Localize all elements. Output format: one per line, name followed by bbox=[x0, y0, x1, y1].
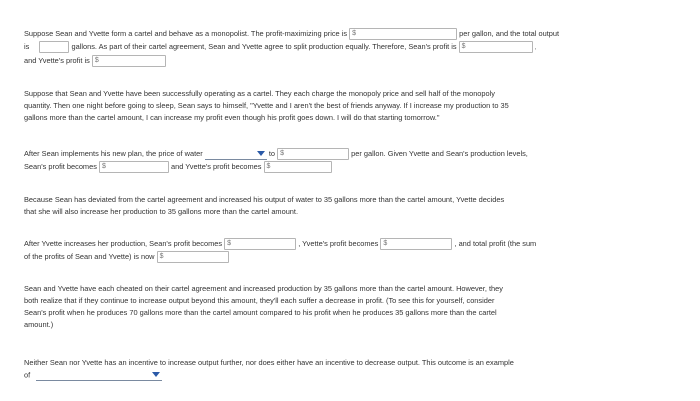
total-output-input[interactable] bbox=[39, 41, 69, 53]
para4-line4: amount.) bbox=[24, 320, 54, 329]
currency-symbol: $ bbox=[159, 253, 164, 260]
currency-symbol: $ bbox=[94, 57, 99, 64]
yvette-new-profit-input[interactable] bbox=[264, 161, 332, 173]
q1-line2 bbox=[24, 41, 536, 53]
q1-text-sean-profit: gallons. As part of their cartel agreement, Sean and Yvette agree to split production equally. Therefore, Sean's profit is bbox=[71, 41, 457, 51]
q3-line1 bbox=[24, 238, 536, 250]
q2-line2 bbox=[24, 161, 332, 173]
sean-new-profit-input[interactable] bbox=[99, 161, 169, 173]
para4-line1: Sean and Yvette have each cheated on their cartel agreement and increased production by 35 gallons more than the cartel amount. However, they bbox=[24, 284, 503, 293]
yvette-both-cheat-profit-input[interactable] bbox=[380, 238, 452, 250]
para4-line2: both realize that if they continue to increase output beyond this amount, they'll each suffer a decrease in profit. (To see this for yourself, consider bbox=[24, 296, 495, 305]
q1-text-yvette-profit: and Yvette's profit is bbox=[24, 55, 90, 65]
q4-text-of: of bbox=[24, 370, 31, 380]
currency-symbol: $ bbox=[280, 150, 284, 157]
q2-text-given: per gallon. Given Yvette and Sean's production levels, bbox=[351, 148, 528, 158]
chevron-down-icon bbox=[257, 151, 265, 156]
q2-text-price: After Sean implements his new plan, the price of water bbox=[24, 148, 203, 158]
q3-line2 bbox=[24, 251, 229, 263]
yvette-cartel-profit-input[interactable] bbox=[92, 55, 166, 67]
q3-text-total-now: of the profits of Sean and Yvette) is now bbox=[24, 251, 155, 261]
currency-symbol: $ bbox=[227, 240, 232, 247]
q3-text-sean-profit: After Yvette increases her production, Sean's profit becomes bbox=[24, 238, 223, 248]
price-change-dropdown[interactable] bbox=[205, 149, 267, 160]
q1-text-output: per gallon, and the total output bbox=[459, 28, 560, 38]
q1-text-price: Suppose Sean and Yvette form a cartel and behave as a monopolist. The profit-maximizing price is bbox=[24, 28, 348, 38]
para3-line2: that she will also increase her production to 35 gallons more than the cartel amount. bbox=[24, 207, 299, 216]
sean-both-cheat-profit-input[interactable] bbox=[224, 238, 296, 250]
q1-text-is: is bbox=[24, 41, 30, 51]
q4-line2 bbox=[24, 370, 162, 381]
currency-symbol: $ bbox=[461, 43, 466, 50]
currency-symbol: $ bbox=[266, 163, 271, 170]
currency-symbol: $ bbox=[383, 240, 388, 247]
para2-line2: quantity. Then one night before going to sleep, Sean says to himself, "Yvette and I aren't the best of friends anyway. If I increase my production to 35 bbox=[24, 101, 509, 110]
q4-line1: Neither Sean nor Yvette has an incentive to increase output further, nor does either have an incentive to decrease output. This outcome is an example bbox=[24, 358, 514, 367]
q2-text-sean-profit: Sean's profit becomes bbox=[24, 161, 97, 171]
para2-line1: Suppose that Sean and Yvette have been successfully operating as a cartel. They each charge the monopoly price and sell half of the monopoly bbox=[24, 89, 495, 98]
q2-line1 bbox=[24, 148, 528, 160]
para4-line3: Sean's profit when he produces 70 gallons more than the cartel amount compared to his profit when he produces 35 gallons more than the cartel bbox=[24, 308, 497, 317]
q3-text-yvette-profit: , Yvette's profit becomes bbox=[298, 238, 379, 248]
new-price-input[interactable] bbox=[277, 148, 349, 160]
para3-line1: Because Sean has deviated from the cartel agreement and increased his output of water to 35 gallons more than the cartel amount, Yvette decides bbox=[24, 195, 505, 204]
q1-line1 bbox=[24, 28, 559, 40]
currency-symbol: $ bbox=[101, 163, 106, 170]
q2-text-to: to bbox=[268, 148, 275, 158]
q3-text-total: , and total profit (the sum bbox=[454, 238, 537, 248]
para2-line3: gallons more than the cartel amount, I can increase my profit even though his profit goes down. I will do that starting tomorrow." bbox=[24, 113, 440, 122]
currency-symbol: $ bbox=[352, 30, 357, 37]
q1-line3 bbox=[24, 55, 166, 67]
outcome-type-dropdown[interactable] bbox=[36, 370, 162, 381]
q2-text-yvette-profit: and Yvette's profit becomes bbox=[171, 161, 262, 171]
total-profit-input[interactable] bbox=[157, 251, 229, 263]
sean-cartel-profit-input[interactable] bbox=[459, 41, 533, 53]
cartel-price-input[interactable] bbox=[349, 28, 457, 40]
chevron-down-icon bbox=[152, 372, 160, 377]
comma-mark: , bbox=[534, 44, 537, 51]
